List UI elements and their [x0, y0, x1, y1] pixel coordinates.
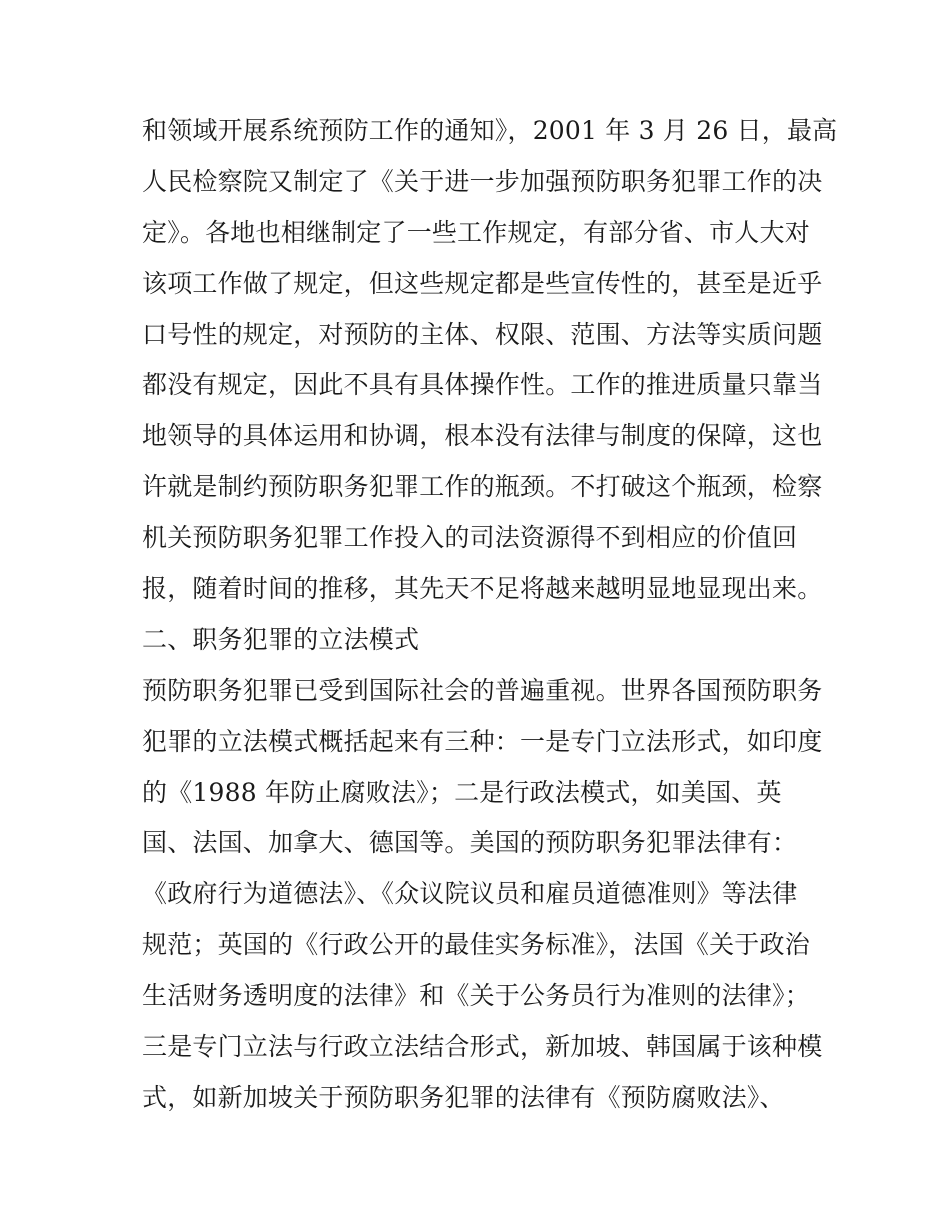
paragraph-line: 该项工作做了规定，但这些规定都是些宣传性的，甚至是近乎: [142, 268, 823, 298]
paragraph-line: 《政府行为道德法》、《众议院议员和雇员道德准则》等法律: [142, 879, 798, 909]
section-heading: 二、职务犯罪的立法模式: [142, 624, 420, 654]
paragraph-line: 规范；英国的《行政公开的最佳实务标准》，法国《关于政治: [142, 930, 810, 960]
paragraph-line: 口号性的规定，对预防的主体、权限、范围、方法等实质问题: [142, 319, 823, 349]
paragraph-line: 和领域开展系统预防工作的通知》，2001 年 3 月 26 日，最高: [142, 116, 838, 145]
paragraph-line: 预防职务犯罪已受到国际社会的普遍重视。世界各国预防职务: [142, 675, 823, 705]
paragraph-line: 人民检察院又制定了《关于进一步加强预防职务犯罪工作的决: [142, 166, 823, 196]
paragraph-line: 的《1988 年防止腐败法》；二是行政法模式，如美国、英: [142, 777, 782, 807]
paragraph-line: 生活财务透明度的法律》和《关于公务员行为准则的法律》；: [142, 981, 810, 1011]
paragraph-line: 国、法国、加拿大、德国等。美国的预防职务犯罪法律有：: [142, 828, 798, 858]
paragraph-line: 式，如新加坡关于预防职务犯罪的法律有《预防腐败法》、: [142, 1082, 785, 1112]
paragraph-line: 都没有规定，因此不具有具体操作性。工作的推进质量只靠当: [142, 370, 823, 400]
paragraph-line: 犯罪的立法模式概括起来有三种：一是专门立法形式，如印度: [142, 726, 823, 756]
paragraph-line: 地领导的具体运用和协调，根本没有法律与制度的保障，这也: [142, 421, 823, 451]
paragraph-line: 机关预防职务犯罪工作投入的司法资源得不到相应的价值回: [142, 523, 798, 553]
document-body: [142, 106, 838, 1124]
paragraph-line: 报，随着时间的推移，其先天不足将越来越明显地显现出来。: [142, 574, 823, 604]
paragraph-line: 三是专门立法与行政立法结合形式，新加坡、韩国属于该种模: [142, 1032, 823, 1062]
paragraph-line: 定》。各地也相继制定了一些工作规定，有部分省、市人大对: [142, 217, 810, 247]
paragraph-line: 许就是制约预防职务犯罪工作的瓶颈。不打破这个瓶颈，检察: [142, 472, 823, 502]
